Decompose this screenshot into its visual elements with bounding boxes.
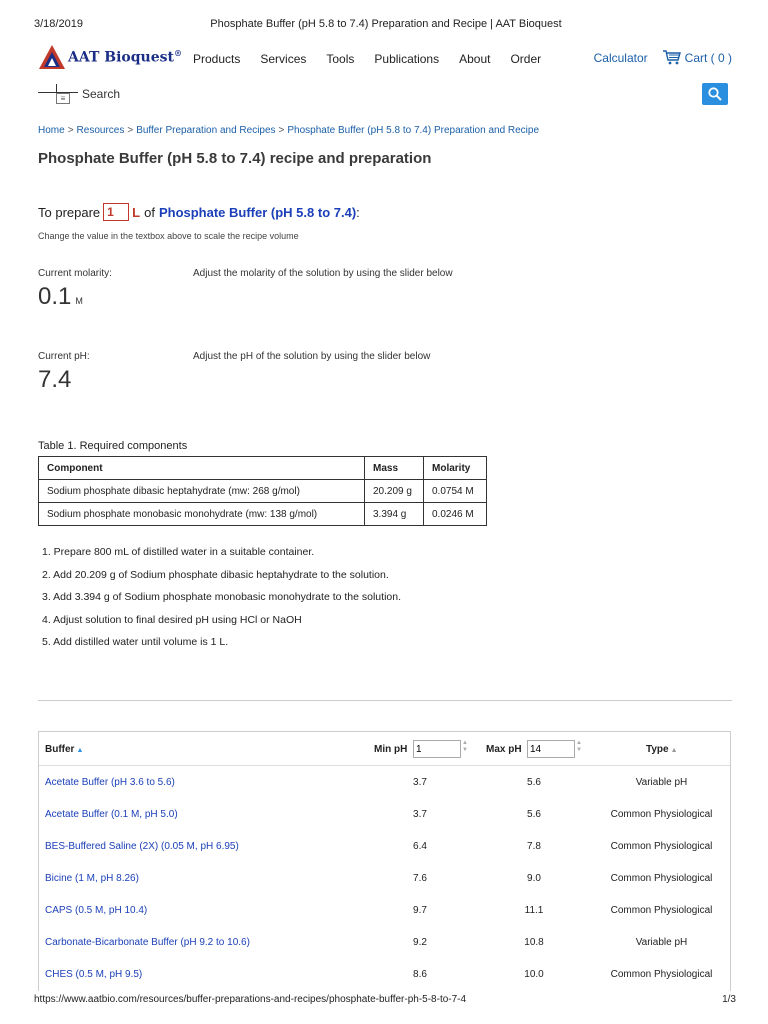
component-mass: 3.394 g: [365, 503, 424, 526]
step-item: 2. Add 20.209 g of Sodium phosphate dibasic heptahydrate to the solution.: [42, 568, 389, 581]
row-type: Common Physiological: [610, 873, 713, 884]
step-item: 3. Add 3.394 g of Sodium phosphate monobasic monohydrate to the solution.: [42, 591, 401, 603]
print-page-number: 1/3: [722, 994, 736, 1005]
cart-link[interactable]: [662, 50, 732, 65]
nav-products[interactable]: Products: [193, 52, 241, 66]
table-row: [39, 503, 487, 526]
table-row: [39, 830, 730, 862]
component-molarity: 0.0754 M: [424, 480, 487, 503]
section-divider: [38, 700, 732, 701]
search-button[interactable]: [702, 83, 728, 105]
row-type: Variable pH: [635, 777, 688, 788]
ph-value: 7.4: [38, 366, 72, 393]
print-url: https://www.aatbio.com/resources/buffer-preparations-and-recipes/phosphate-buffer-ph-5-8-to-7-4: [34, 994, 467, 1005]
volume-input[interactable]: [103, 203, 129, 221]
hamburger-icon: ≡: [56, 93, 70, 104]
row-min-ph: 7.6: [413, 873, 427, 884]
nav-services[interactable]: Services: [260, 52, 307, 66]
breadcrumb-home[interactable]: Home: [38, 125, 65, 136]
breadcrumb-resources[interactable]: Resources: [76, 125, 125, 136]
col-mass: Mass: [365, 457, 424, 480]
row-type: Common Physiological: [610, 905, 713, 916]
buffer-link[interactable]: BES-Buffered Saline (2X) (0.05 M, pH 6.95): [45, 841, 239, 852]
buffer-link[interactable]: Acetate Buffer (pH 3.6 to 5.6): [45, 777, 175, 788]
prepare-row: [38, 203, 360, 221]
component-name: Sodium phosphate monobasic monohydrate (mw: 138 g/mol): [39, 503, 365, 526]
table-row: [39, 798, 730, 830]
step-item: 4. Adjust solution to final desired pH using HCl or NaOH: [42, 613, 302, 626]
search-icon: [708, 87, 722, 101]
buffer-name: Phosphate Buffer (pH 5.8 to 7.4): [158, 204, 357, 220]
table-row: [39, 926, 730, 958]
brand-logo[interactable]: [38, 44, 182, 70]
step-item: 5. Add distilled water until volume is 1 L.: [42, 636, 229, 648]
cart-icon: [662, 50, 682, 65]
col-type[interactable]: Type ▲: [646, 744, 678, 755]
row-min-ph: 9.7: [413, 905, 427, 916]
row-type: Variable pH: [635, 937, 688, 948]
step-item: 1. Prepare 800 mL of distilled water in a suitable container.: [42, 546, 315, 558]
component-mass: 20.209 g: [365, 480, 424, 503]
row-max-ph: 9.0: [527, 873, 541, 884]
table-row: [39, 480, 487, 503]
breadcrumb-buffer-recipes[interactable]: Buffer Preparation and Recipes: [136, 125, 276, 136]
buffer-link[interactable]: CAPS (0.5 M, pH 10.4): [45, 905, 148, 916]
col-buffer[interactable]: Buffer ▲: [45, 744, 84, 755]
aat-logo-icon: [38, 44, 66, 70]
buffer-table-header: [39, 732, 730, 766]
table-row: [39, 862, 730, 894]
breadcrumb: Home > Resources > Buffer Preparation and Recipes > Phosphate Buffer (pH 5.8 to 7.4) Preparation and Recipe: [38, 125, 540, 136]
row-type: Common Physiological: [610, 809, 713, 820]
main-menu: [193, 52, 561, 66]
nav-right: [594, 50, 732, 65]
navbar: [38, 44, 732, 72]
prepare-suffix: :: [356, 204, 360, 220]
preparation-steps: [42, 546, 401, 659]
row-max-ph: 7.8: [527, 841, 541, 852]
molarity-label: Current molarity:: [38, 268, 112, 279]
col-min-ph: Min pH: [374, 744, 408, 755]
col-max-ph: Max pH: [486, 744, 522, 755]
ph-label: Current pH:: [38, 351, 90, 362]
buffer-table: [38, 731, 731, 991]
row-min-ph: 8.6: [413, 969, 427, 980]
row-min-ph: 3.7: [413, 777, 427, 788]
col-component: Component: [39, 457, 365, 480]
molarity-value: 0.1 M: [38, 283, 83, 310]
components-header-row: [39, 457, 487, 480]
row-type: Common Physiological: [610, 841, 713, 852]
nav-publications[interactable]: Publications: [374, 52, 440, 66]
nav-about[interactable]: About: [459, 52, 491, 66]
sort-icon: ▲: [670, 747, 678, 754]
prepare-of: of: [144, 204, 155, 220]
buffer-link[interactable]: Bicine (1 M, pH 8.26): [45, 873, 139, 884]
component-molarity: 0.0246 M: [424, 503, 487, 526]
col-molarity: Molarity: [424, 457, 487, 480]
calculator-link[interactable]: Calculator: [593, 50, 648, 65]
brand-name: AAT Bioquest®: [68, 48, 182, 66]
buffer-link[interactable]: Acetate Buffer (0.1 M, pH 5.0): [45, 809, 178, 820]
page-title: Phosphate Buffer (pH 5.8 to 7.4) recipe and preparation: [38, 150, 432, 167]
menu-toggle[interactable]: [38, 84, 78, 106]
row-max-ph: 11.1: [524, 905, 544, 916]
min-ph-stepper-icon[interactable]: ▲ ▼: [462, 740, 468, 753]
component-name: Sodium phosphate dibasic heptahydrate (mw: 268 g/mol): [39, 480, 365, 503]
nav-tools[interactable]: Tools: [326, 52, 355, 66]
row-max-ph: 5.6: [527, 777, 541, 788]
molarity-unit: M: [75, 296, 83, 306]
volume-hint: Change the value in the textbox above to scale the recipe volume: [38, 231, 299, 241]
row-min-ph: 6.4: [413, 841, 427, 852]
row-min-ph: 3.7: [413, 809, 427, 820]
print-title: Phosphate Buffer (pH 5.8 to 7.4) Preparation and Recipe | AAT Bioquest: [210, 18, 562, 30]
search-label[interactable]: Search: [82, 87, 121, 101]
breadcrumb-current[interactable]: Phosphate Buffer (pH 5.8 to 7.4) Preparation and Recipe: [287, 125, 540, 136]
table-row: [39, 894, 730, 926]
buffer-link[interactable]: Carbonate-Bicarbonate Buffer (pH 9.2 to 10.6): [45, 937, 250, 948]
min-ph-input[interactable]: [413, 740, 461, 758]
buffer-rows: [39, 766, 730, 990]
max-ph-input[interactable]: [527, 740, 575, 758]
table-row: [39, 958, 730, 990]
volume-unit: L: [132, 204, 141, 220]
cart-label: Cart ( 0 ): [684, 50, 732, 65]
row-max-ph: 10.0: [524, 969, 544, 980]
components-caption: Table 1. Required components: [38, 440, 188, 452]
nav-order[interactable]: Order: [510, 52, 542, 66]
search-row: [38, 84, 728, 108]
ph-desc: Adjust the pH of the solution by using the slider below: [193, 351, 431, 362]
row-max-ph: 10.8: [524, 937, 544, 948]
prepare-prefix: To prepare: [38, 204, 101, 220]
print-date: 3/18/2019: [34, 18, 83, 30]
row-min-ph: 9.2: [413, 937, 427, 948]
molarity-desc: Adjust the molarity of the solution by using the slider below: [193, 268, 453, 279]
max-ph-stepper-icon[interactable]: ▲ ▼: [576, 740, 582, 753]
table-row: [39, 766, 730, 798]
sort-asc-icon: ▲: [76, 747, 84, 754]
row-max-ph: 5.6: [527, 809, 541, 820]
buffer-link[interactable]: CHES (0.5 M, pH 9.5): [45, 969, 143, 980]
row-type: Common Physiological: [610, 969, 713, 980]
components-table: [38, 456, 487, 526]
